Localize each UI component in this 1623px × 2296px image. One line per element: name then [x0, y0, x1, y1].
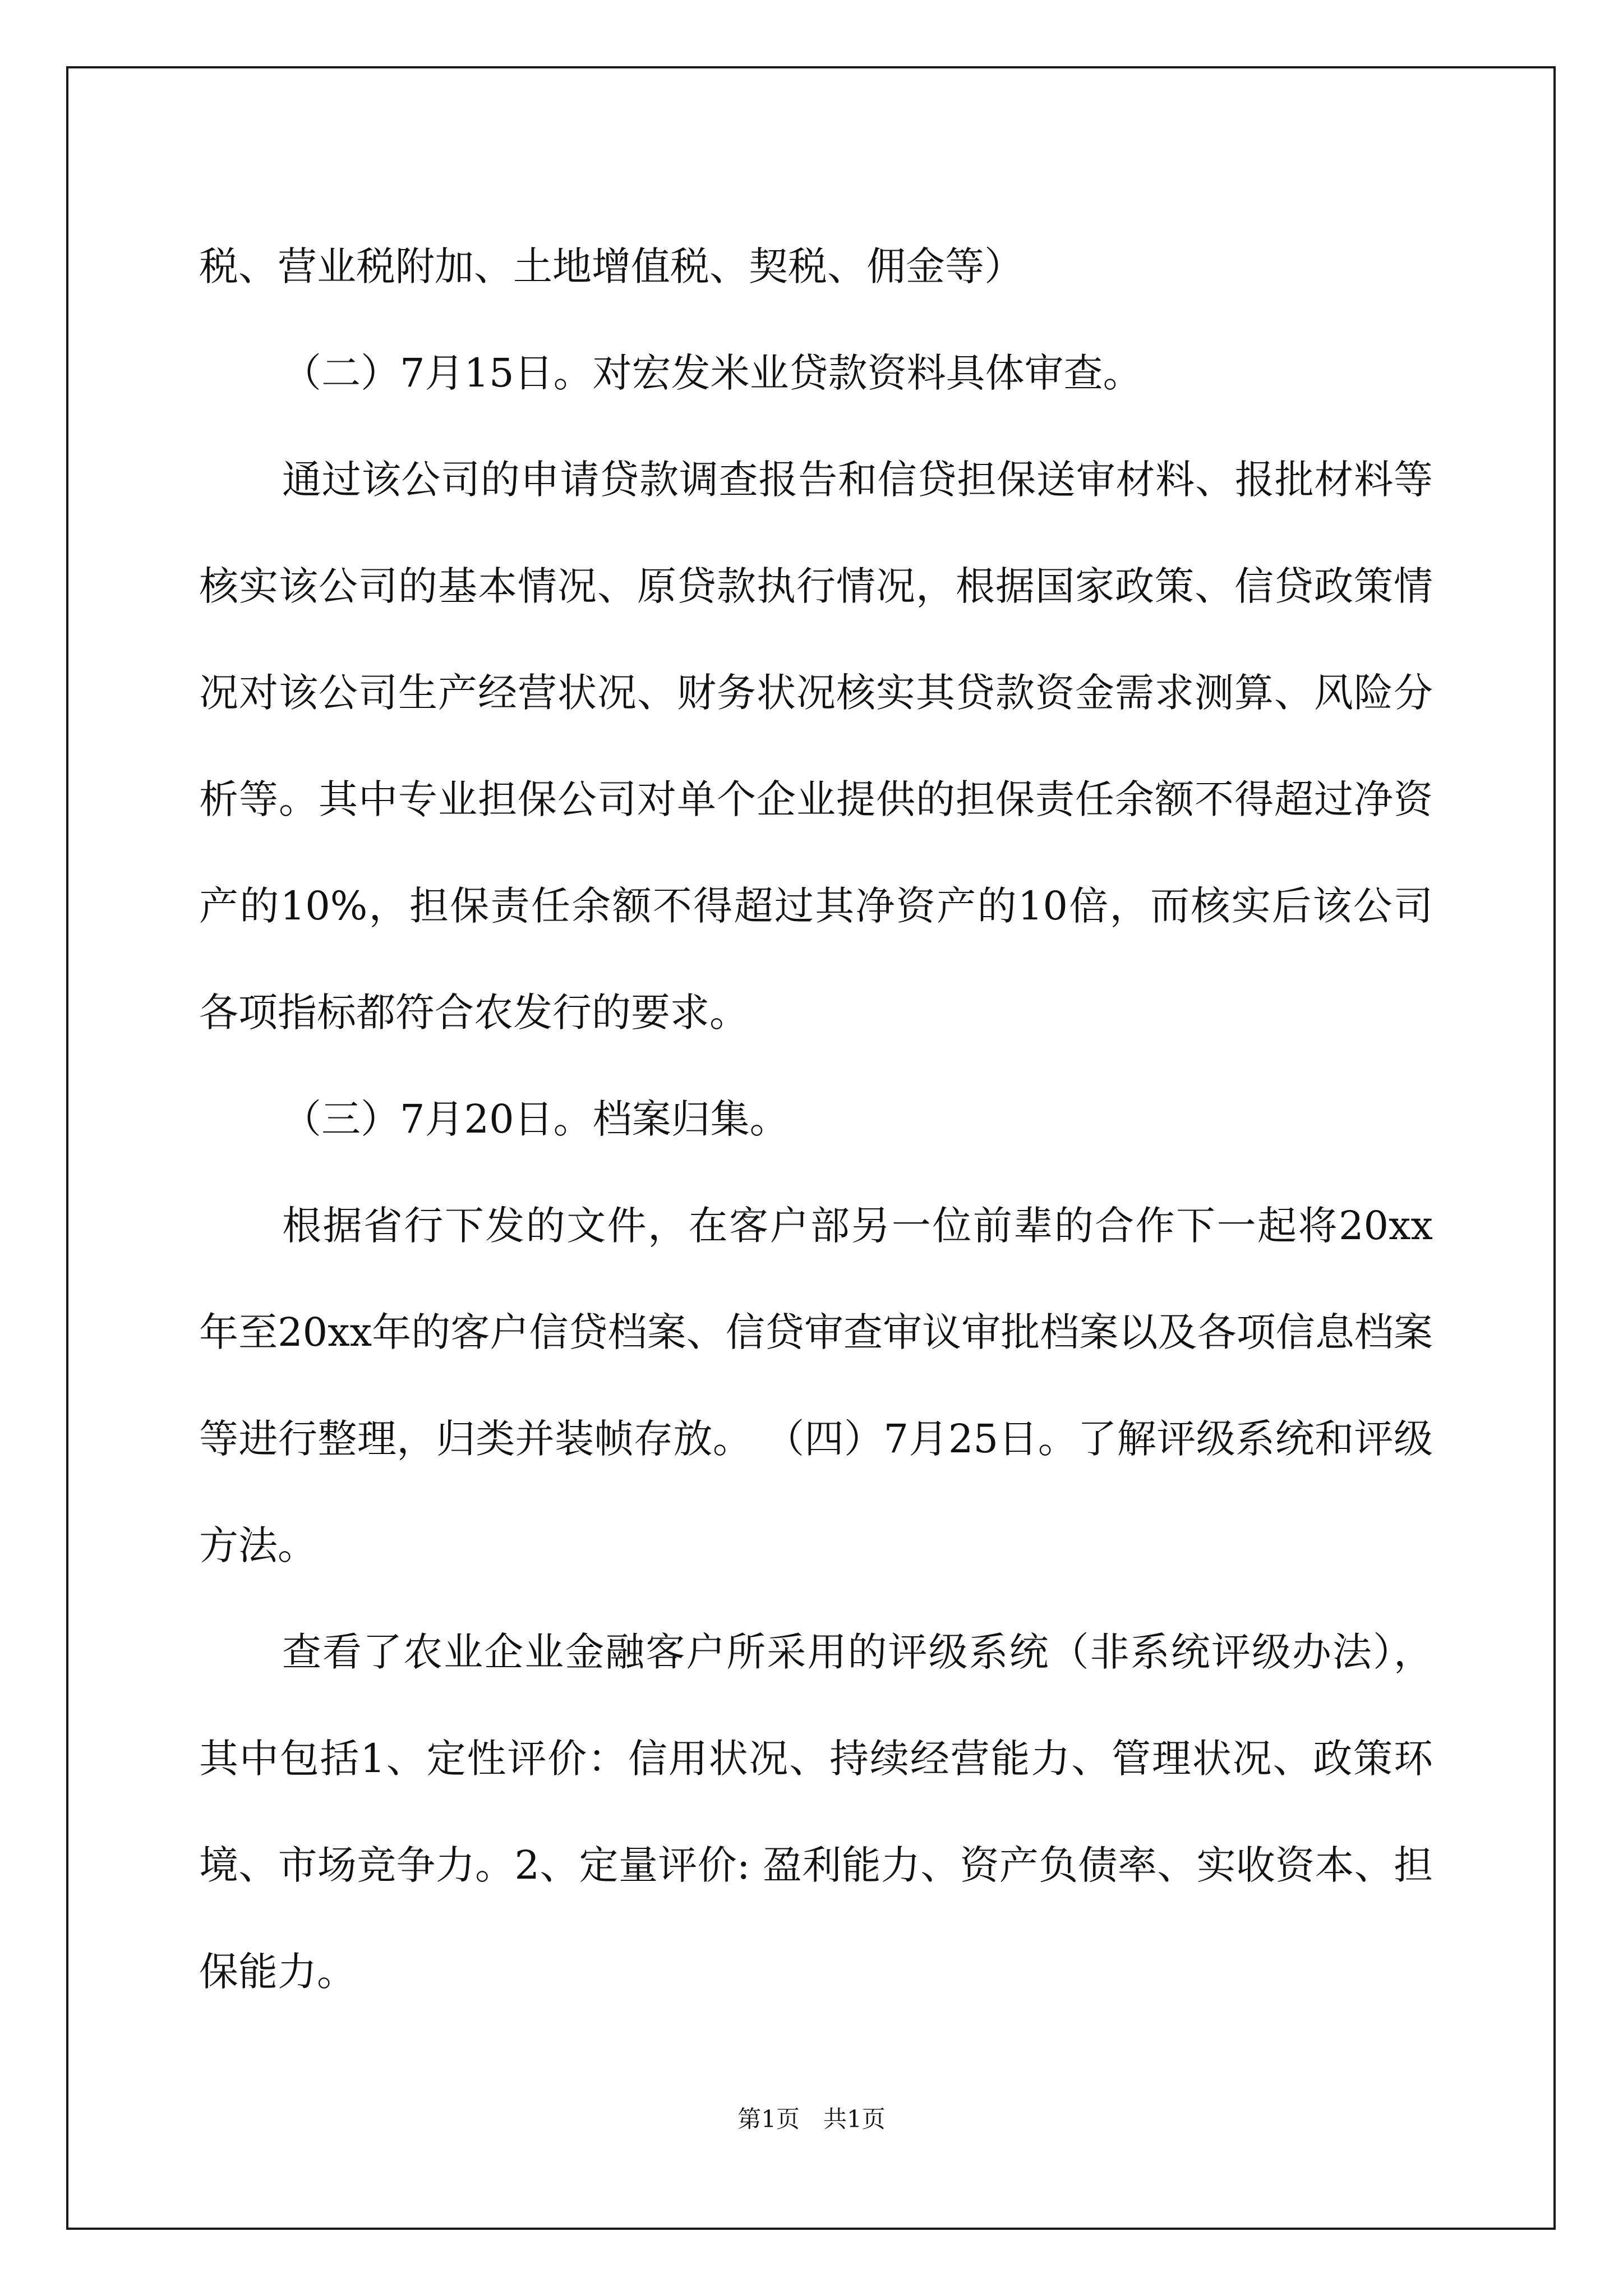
paragraph-loan-review: 通过该公司的申请贷款调查报告和信贷担保送审材料、报批材料等核实该公司的基本情况、原贷款执行情况，根据国家政策、信贷政策情况对该公司生产经营状况、财务状况核实其贷款资金需求测算、风险分析等。其中专业担保公司对单个企业提供的担保责任余额不得超过净资产的10%，担保责任余额不得超过其净资产的10倍，而核实后该公司各项指标都符合农发行的要求。 [199, 457, 1433, 1036]
section-heading-3: （三）7月20日。档案归集。 [282, 1096, 789, 1142]
paragraph-rating-system: 查看了农业企业金融客户所采用的评级系统（非系统评级办法），其中包括1、定性评价：信用状况、持续经营能力、管理状况、政策环境、市场竞争力。2、定量评价: 盈利能力、资产负债率、实收资本、担保能力。 [199, 1629, 1433, 1995]
document-body [199, 213, 1433, 2025]
paragraph-archive: 根据省行下发的文件，在客户部另一位前辈的合作下一起将20xx年至20xx年的客户信贷档案、信贷审查审议审批档案以及各项信息档案等进行整理，归类并装帧存放。 （四）7月25日。了解评级系统和评级方法。 [199, 1203, 1433, 1568]
paragraph-continuation: 税、营业税附加、土地增值税、契税、佣金等） [199, 243, 1023, 289]
page-footer: 第1页 共1页 [737, 2105, 886, 2133]
section-heading-2: （二）7月15日。对宏发米业贷款资料具体审查。 [282, 350, 1142, 396]
